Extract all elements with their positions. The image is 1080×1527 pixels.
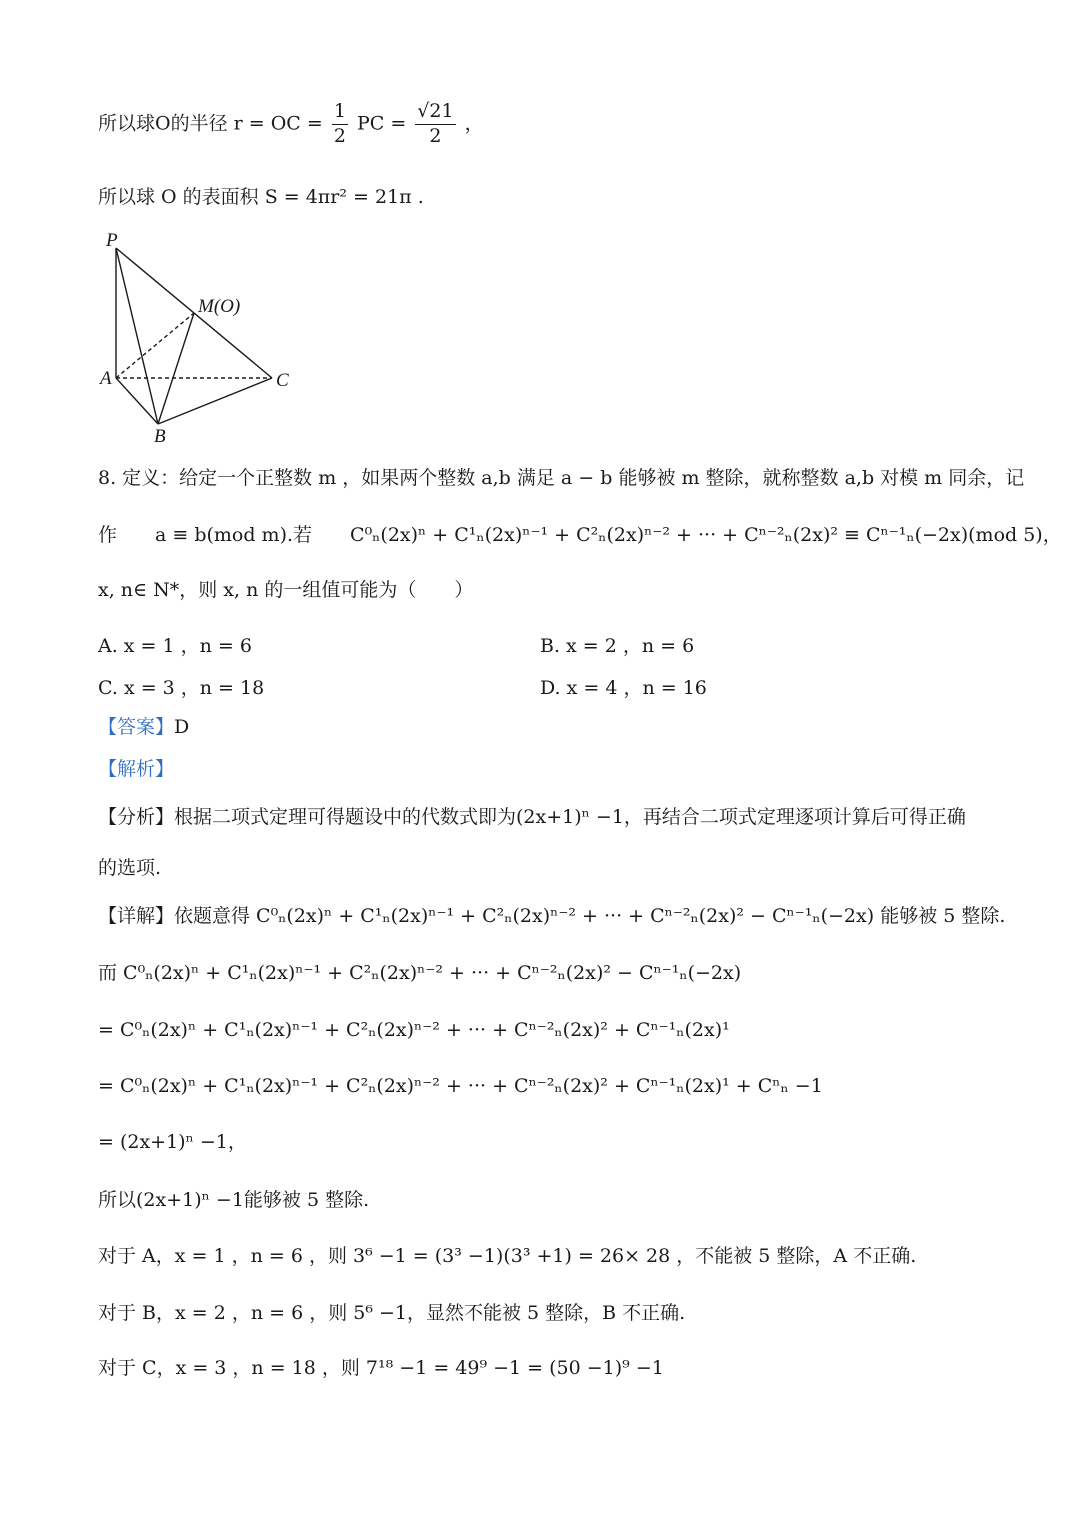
edge-am-hidden (116, 313, 194, 378)
question-8-line-3: x, n∈ N*，则 x, n 的一组值可能为（ ） (98, 579, 474, 601)
detail-line-5: = (2x+1)ⁿ −1， (98, 1131, 247, 1153)
edge-ab (116, 378, 158, 424)
detail-line-4: = C⁰ₙ(2x)ⁿ + C¹ₙ(2x)ⁿ⁻¹ + C²ₙ(2x)ⁿ⁻² + ··· + Cⁿ⁻²ₙ(2x)² + Cⁿ⁻¹ₙ(2x)¹ + Cⁿₙ −1 (98, 1075, 823, 1097)
tetrahedron-figure (92, 226, 312, 448)
fenxi-line-1: 【分析】根据二项式定理可得题设中的代数式即为(2x+1)ⁿ −1，再结合二项式定理逐项计算后可得正确 (98, 806, 966, 828)
answer-value: D (174, 716, 190, 738)
detail-line-6: 所以(2x+1)ⁿ −1能够被 5 整除. (98, 1189, 370, 1211)
question-8-line-2: 作 a ≡ b(mod m).若 C⁰ₙ(2x)ⁿ + C¹ₙ(2x)ⁿ⁻¹ + C²ₙ(2x)ⁿ⁻² + ··· + Cⁿ⁻²ₙ(2x)² ≡ Cⁿ⁻¹ₙ(−2x)(mod 5)， (98, 524, 1062, 546)
fraction-half (332, 100, 348, 149)
detail-line-3: = C⁰ₙ(2x)ⁿ + C¹ₙ(2x)ⁿ⁻¹ + C²ₙ(2x)ⁿ⁻² + ··· + Cⁿ⁻²ₙ(2x)² + Cⁿ⁻¹ₙ(2x)¹ (98, 1019, 730, 1041)
edge-bc (158, 378, 272, 424)
radius-mid-text: PC = (356, 112, 407, 135)
fraction-numerator: 1 (332, 100, 348, 125)
edge-bm (158, 313, 194, 424)
label-c: C (276, 370, 289, 391)
analysis-tag: 【解析】 (98, 758, 175, 780)
radius-line (98, 100, 484, 149)
question-8-line-1: 8. 定义：给定一个正整数 m ，如果两个整数 a,b 满足 a − b 能够被 m 整除，就称整数 a,b 对模 m 同余，记 (98, 467, 1025, 489)
radius-end: ， (464, 112, 484, 135)
fraction-denominator: 2 (333, 124, 346, 147)
detail-line-1: 【详解】依题意得 C⁰ₙ(2x)ⁿ + C¹ₙ(2x)ⁿ⁻¹ + C²ₙ(2x)ⁿ⁻² + ··· + Cⁿ⁻²ₙ(2x)² − Cⁿ⁻¹ₙ(−2x) 能够被 5 整除. (98, 905, 1006, 927)
answer-line (98, 716, 189, 739)
fraction-numerator: √21 (415, 100, 455, 125)
case-b-line: 对于 B，x = 2 ，n = 6 ，则 5⁶ −1，显然不能被 5 整除，B 不正确. (98, 1302, 686, 1324)
answer-tag: 【答案】 (98, 716, 175, 738)
label-b: B (154, 426, 166, 447)
fraction-sqrt21 (415, 100, 455, 149)
option-b: B. x = 2 ，n = 6 (540, 635, 695, 657)
detail-line-2: 而 C⁰ₙ(2x)ⁿ + C¹ₙ(2x)ⁿ⁻¹ + C²ₙ(2x)ⁿ⁻² + ··· + Cⁿ⁻²ₙ(2x)² − Cⁿ⁻¹ₙ(−2x) (98, 962, 742, 984)
label-m: M(O) (198, 296, 241, 317)
option-d: D. x = 4 ，n = 16 (540, 677, 707, 699)
label-a: A (100, 368, 112, 389)
surface-area-line: 所以球 O 的表面积 S = 4πr² = 21π . (98, 186, 424, 208)
case-a-line: 对于 A，x = 1 ，n = 6 ，则 3⁶ −1 = (3³ −1)(3³ +1) = 26× 28 ，不能被 5 整除，A 不正确. (98, 1245, 917, 1267)
case-c-line: 对于 C，x = 3 ，n = 18 ，则 7¹⁸ −1 = 49⁹ −1 = (50 −1)⁹ −1 (98, 1357, 664, 1379)
fenxi-line-2: 的选项. (98, 857, 162, 879)
label-p: P (106, 230, 118, 251)
radius-text: 所以球O的半径 r = OC = (98, 112, 323, 135)
fraction-denominator: 2 (429, 124, 442, 147)
edge-pb (116, 248, 158, 424)
option-c: C. x = 3 ，n = 18 (98, 677, 265, 699)
option-a: A. x = 1 ，n = 6 (98, 635, 252, 657)
